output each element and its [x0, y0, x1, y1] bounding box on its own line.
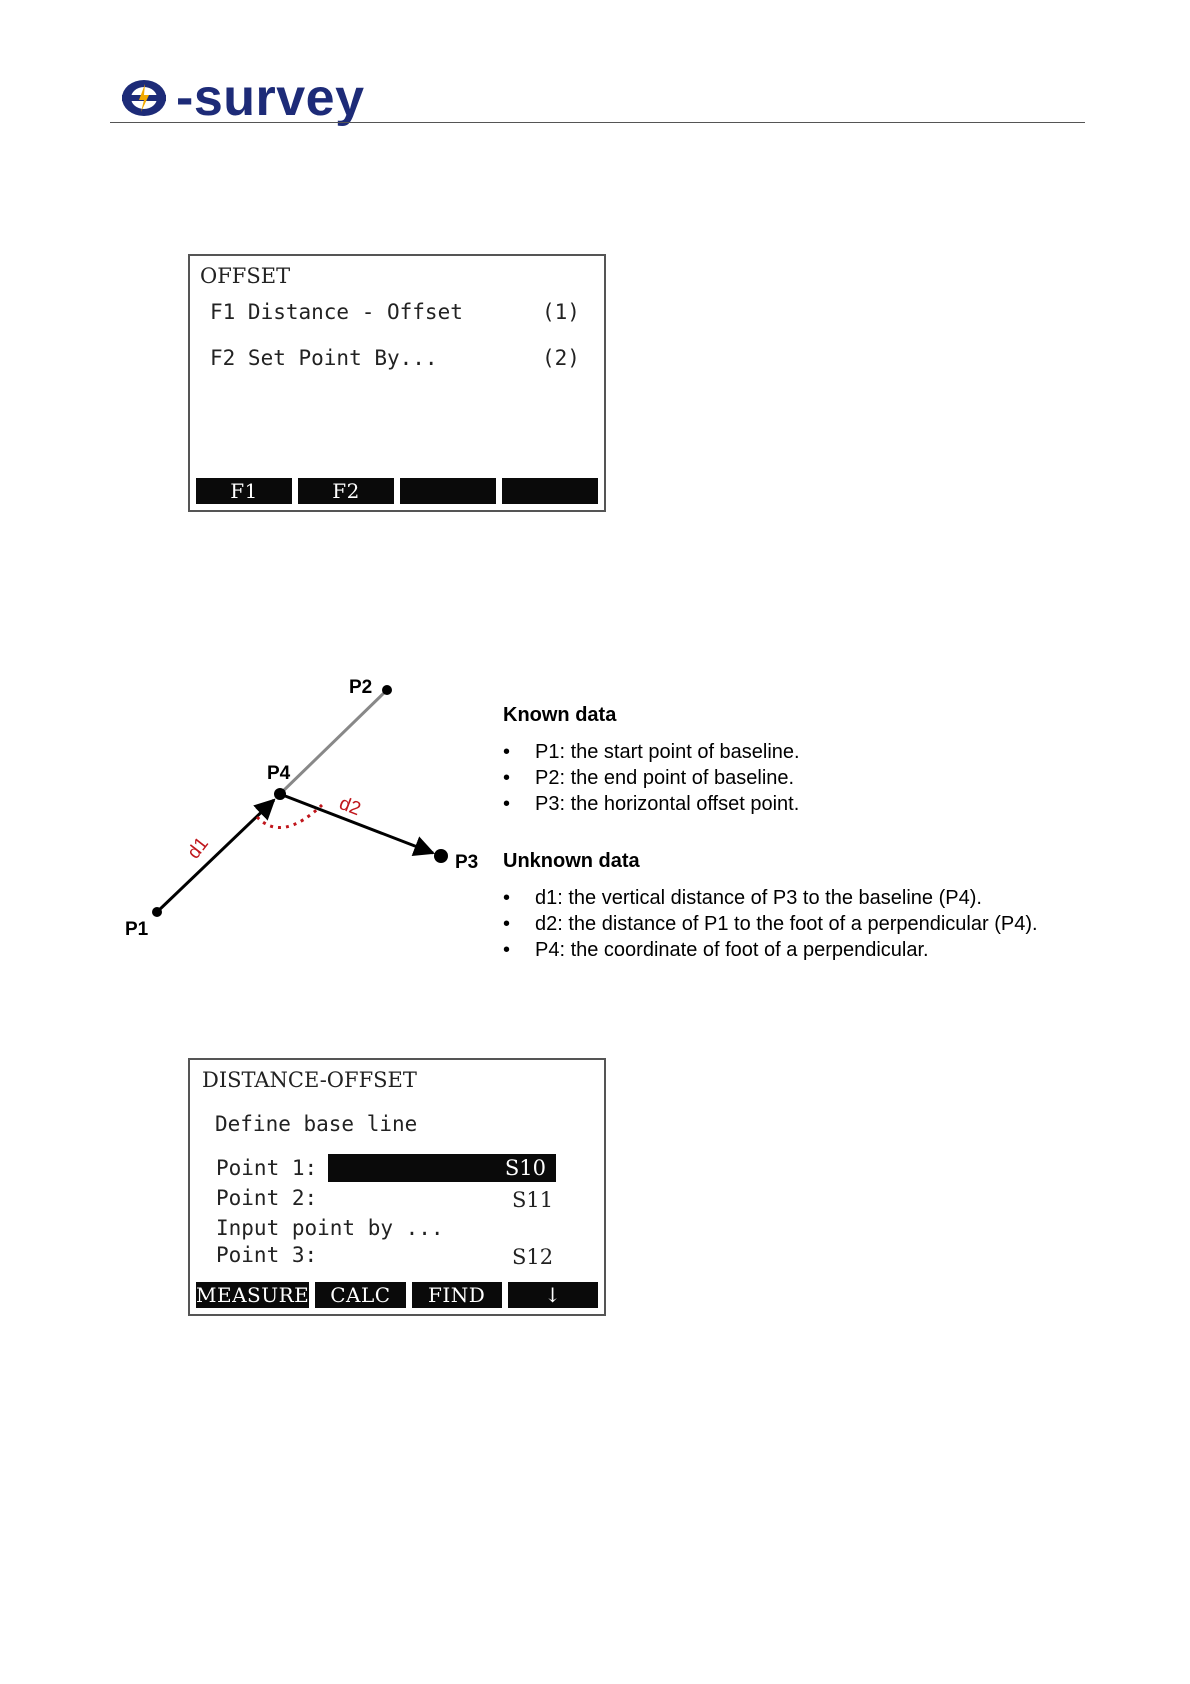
point-1-field[interactable]: S10 — [328, 1154, 556, 1182]
find-button[interactable]: FIND — [412, 1282, 502, 1308]
unknown-data-heading: Unknown data — [503, 850, 640, 872]
softkey-4[interactable] — [502, 478, 598, 504]
measure-button[interactable]: MEASURE — [196, 1283, 310, 1307]
point-2-field[interactable]: S11 — [512, 1188, 554, 1212]
baseline-extension — [280, 690, 387, 794]
softkey-f2[interactable]: F2 — [298, 478, 394, 504]
list-item: • d2: the distance of P1 to the foot of a perpendicular (P4). — [535, 911, 1103, 937]
screen-subtitle: Define base line — [215, 1112, 418, 1136]
known-data-heading: Known data — [503, 704, 617, 726]
menu-item-distance-offset[interactable]: F1 Distance - Offset — [210, 300, 463, 324]
distance-offset-screen — [188, 1058, 606, 1316]
list-item: • P2: the end point of baseline. — [535, 765, 1103, 791]
menu-item-number: (2) — [542, 346, 580, 370]
list-item: • P3: the horizontal offset point. — [535, 791, 1103, 817]
point-3-field[interactable]: S12 — [512, 1245, 554, 1269]
softkey-3[interactable] — [400, 478, 496, 504]
list-item: • P4: the coordinate of foot of a perpendicular. — [535, 937, 1103, 963]
known-data-block — [503, 704, 1103, 817]
label-d1: d1 — [183, 833, 213, 864]
point-1-label: Point 1: — [216, 1156, 318, 1180]
known-data-list — [503, 739, 1103, 817]
softkey-bar — [196, 478, 598, 504]
screen-title: OFFSET — [200, 264, 291, 288]
page-down-button[interactable]: ↓ — [508, 1282, 598, 1308]
offset-diagram — [110, 660, 510, 960]
logo-mark-icon — [118, 76, 174, 120]
unknown-data-list — [503, 885, 1103, 963]
menu-item-number: (1) — [542, 300, 580, 324]
point-p4 — [274, 788, 286, 800]
label-p1: P1 — [125, 919, 149, 940]
brand-name: -survey — [176, 69, 365, 127]
softkey-f1[interactable]: F1 — [196, 478, 292, 504]
brand-logo — [118, 70, 365, 126]
screen-title: DISTANCE-OFFSET — [202, 1068, 417, 1092]
d1-arrow — [157, 800, 274, 912]
label-p3: P3 — [455, 852, 479, 873]
list-item: • P1: the start point of baseline. — [535, 739, 1103, 765]
input-point-by-label[interactable]: Input point by ... — [216, 1216, 444, 1240]
list-item: • d1: the vertical distance of P3 to the baseline (P4). — [535, 885, 1103, 911]
calc-button[interactable]: CALC — [315, 1282, 405, 1308]
point-3-label: Point 3: — [216, 1243, 318, 1267]
point-p3 — [434, 849, 448, 863]
point-p2 — [382, 685, 392, 695]
offset-screen — [188, 254, 606, 512]
point-p1 — [152, 907, 162, 917]
header-divider — [110, 122, 1085, 123]
unknown-data-block — [503, 850, 1103, 963]
label-p4: P4 — [267, 763, 291, 784]
softkey-bar — [196, 1282, 598, 1308]
label-d2: d2 — [336, 793, 364, 821]
menu-item-set-point-by[interactable]: F2 Set Point By... — [210, 346, 438, 370]
point-2-label: Point 2: — [216, 1186, 318, 1210]
label-p2: P2 — [349, 677, 373, 698]
